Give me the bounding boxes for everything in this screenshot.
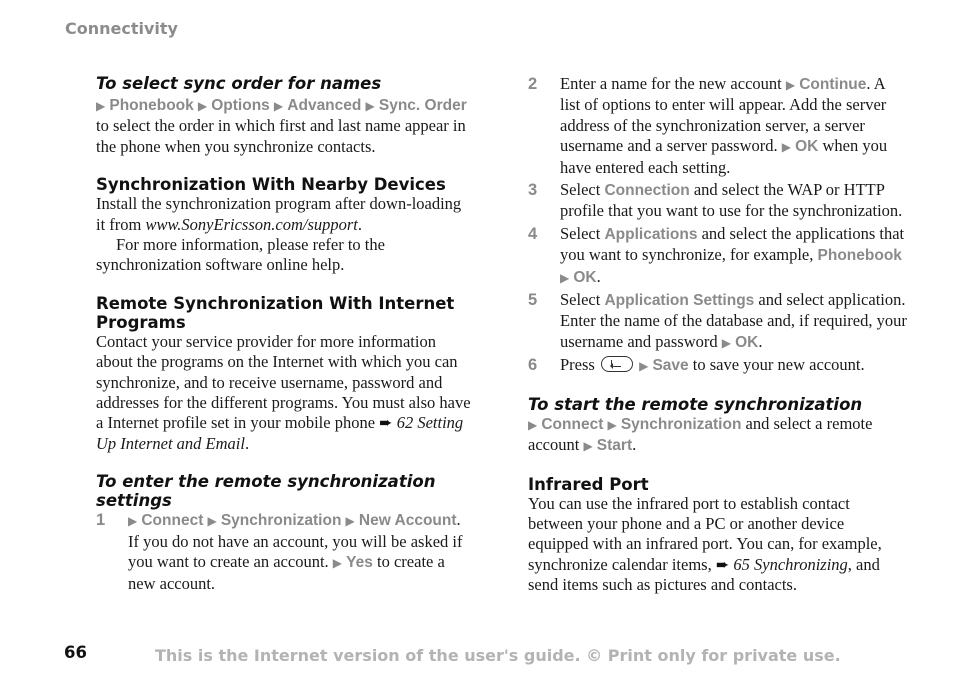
heading-nearby-devices: Synchronization With Nearby Devices <box>96 175 446 195</box>
step-1 <box>96 510 471 594</box>
nav-arrow-icon: ▶ <box>273 99 284 113</box>
reference-synchronizing: 65 Synchronizing <box>733 554 848 574</box>
infrared-end: , and send items such as pictures and contacts. <box>528 554 880 595</box>
step-2-text <box>560 74 908 178</box>
step-1-text-a: . If you do not have an account, you will be asked if you want to create an account. <box>128 510 463 572</box>
nav-ok: OK <box>735 333 759 351</box>
nav-arrow-icon: ▶ <box>583 439 593 454</box>
step-2-text-c: when you have entered each setting. <box>560 136 888 177</box>
nav-arrow-icon: ▶ <box>560 270 570 285</box>
step-5 <box>528 290 908 353</box>
nav-connection: Connection <box>604 182 690 200</box>
heading-infrared-port: Infrared Port <box>528 474 649 494</box>
nav-arrow-icon: ▶ <box>781 140 791 155</box>
sync-order-nav <box>96 95 471 116</box>
step-3-text-a: Select <box>560 180 605 200</box>
nav-options: Options <box>211 97 270 114</box>
nav-arrow-icon: ▶ <box>207 514 217 529</box>
infrared-body: You can use the infrared port to establish contact between your phone and a PC or another device equipped with an infrared port. You can, for example, synchronize calendar items, <box>528 493 882 574</box>
heading-sync-order: To select sync order for names <box>96 74 382 93</box>
step-3-text <box>560 180 908 222</box>
step-5-text <box>560 290 908 353</box>
nearby-text-end: . <box>357 214 362 234</box>
nav-ok: OK <box>573 268 597 286</box>
step-4-text-b: and select the applications that you want to synchronize, for example, <box>560 223 905 265</box>
nav-synchronization: Synchronization <box>620 415 742 433</box>
nav-phonebook: Phonebook <box>817 247 902 265</box>
nav-connect: Connect <box>541 415 604 433</box>
infrared-text <box>528 494 908 596</box>
step-1-text <box>128 510 471 594</box>
step-1-text-b: to create a new account. <box>128 552 445 593</box>
step-5-text-c: . <box>758 331 763 351</box>
step-4-text-a: Select <box>560 223 605 243</box>
nav-arrow-icon: ▶ <box>96 99 106 113</box>
support-url: www.SonyEricsson.com/support <box>145 214 358 234</box>
nav-arrow-icon: ▶ <box>128 514 138 529</box>
nav-save: Save <box>652 357 689 375</box>
nav-new-account: New Account <box>358 512 457 530</box>
nav-ok: OK <box>795 138 819 156</box>
step-6-text-b: to save your new account. <box>688 355 865 375</box>
start-remote-text <box>528 414 908 457</box>
back-key-icon <box>601 356 633 372</box>
step-2-text-a: Enter a name for the new account <box>560 74 786 93</box>
reference-arrow-icon: ➨ <box>715 554 730 574</box>
step-4 <box>528 224 908 288</box>
remote-body: Contact your service provider for more information about the programs on the Internet with which you can synchronize, and to receive username, password and addresses for the different programs. You must also have a Internet profile set in your mobile phone <box>96 331 471 433</box>
start-remote-text-a: and select a remote account <box>528 413 873 455</box>
page-number: 66 <box>64 643 87 662</box>
nav-synchronization: Synchronization <box>220 512 342 530</box>
nav-arrow-icon: ▶ <box>639 359 649 374</box>
reference-internet-email: 62 Setting Up Internet and Email <box>96 413 464 453</box>
step-4-text <box>560 224 908 288</box>
left-column <box>96 74 471 594</box>
step-5-text-a: Select <box>560 290 605 310</box>
nav-arrow-icon: ▶ <box>365 99 375 113</box>
nav-connect: Connect <box>141 512 204 530</box>
nav-arrow-icon: ▶ <box>332 556 343 571</box>
nav-advanced: Advanced <box>287 97 362 114</box>
nav-sync-order: Sync. Order <box>378 97 467 114</box>
nav-arrow-icon: ▶ <box>345 514 355 529</box>
heading-start-remote: To start the remote synchronization <box>528 394 863 414</box>
nearby-text-1 <box>96 194 471 235</box>
step-4-text-c: . <box>596 266 601 286</box>
step-number: 5 <box>528 291 538 310</box>
heading-enter-settings: To enter the remote synchronization settings <box>96 472 436 511</box>
nav-start: Start <box>596 437 633 455</box>
step-number: 6 <box>528 356 538 375</box>
heading-remote-sync: Remote Synchronization With Internet Programs <box>96 293 455 332</box>
nearby-text-a: Install the synchronization program after down-loading it from <box>96 194 462 234</box>
remote-end: . <box>244 433 250 453</box>
step-2-text-b: . A list of options to enter will appear. Add the server address of the synchronization server, a server username and a server password. <box>560 74 887 156</box>
step-6-text <box>560 355 908 376</box>
step-2 <box>528 74 908 178</box>
section-title: Connectivity <box>65 19 178 38</box>
step-number: 4 <box>528 224 538 243</box>
footer-notice: This is the Internet version of the user's guide. © Print only for private use. <box>155 646 841 665</box>
nav-application-settings: Application Settings <box>604 292 755 310</box>
reference-arrow-icon: ➨ <box>379 413 393 433</box>
right-column <box>528 74 908 596</box>
nav-arrow-icon: ▶ <box>607 417 617 432</box>
step-3-text-b: and select the WAP or HTTP profile that you want to use for the synchronization. <box>560 180 903 221</box>
start-remote-text-b: . <box>632 435 637 455</box>
step-number: 3 <box>528 181 538 200</box>
step-6 <box>528 355 908 376</box>
nav-continue: Continue <box>799 76 867 93</box>
step-number: 2 <box>528 75 538 93</box>
step-5-text-b: and select application. Enter the name of the database and, if required, your username and password <box>560 290 907 351</box>
step-3 <box>528 180 908 222</box>
nav-arrow-icon: ▶ <box>197 99 208 113</box>
remote-text <box>96 332 471 454</box>
nav-arrow-icon: ▶ <box>721 335 731 350</box>
nearby-text-2: For more information, please refer to the synchronization software online help. <box>96 235 385 275</box>
nav-arrow-icon: ▶ <box>785 78 796 92</box>
step-6-text-a: Press <box>560 355 599 375</box>
nav-arrow-icon: ▶ <box>528 417 538 432</box>
sync-order-text: to select the order in which first and last name appear in the phone when you synchronize contacts. <box>96 116 466 156</box>
nav-yes: Yes <box>346 554 373 572</box>
nav-phonebook: Phonebook <box>109 97 194 114</box>
step-number: 1 <box>96 511 106 530</box>
nav-applications: Applications <box>604 225 698 243</box>
